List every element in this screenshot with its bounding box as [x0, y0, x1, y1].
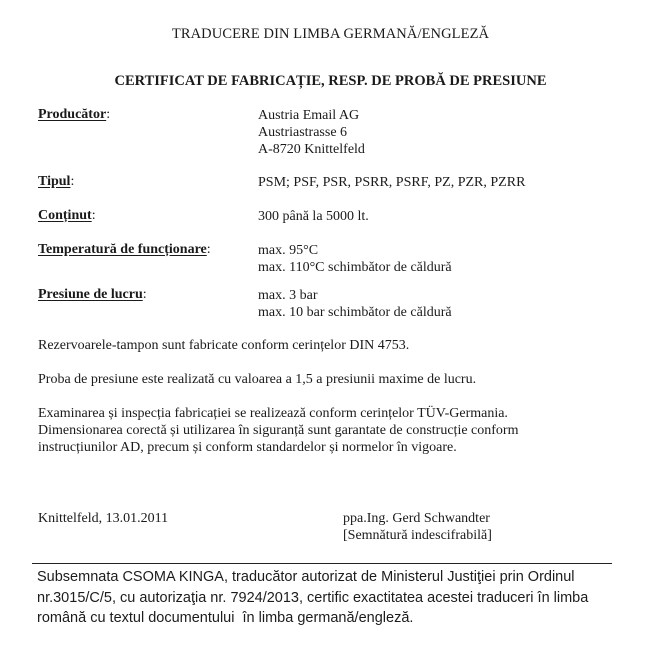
document-title: TRADUCERE DIN LIMBA GERMANĂ/ENGLEZĂ — [171, 26, 490, 42]
statement-line: Subsemnata CSOMA KINGA, traducător autorizat de Ministerul Justiţiei prin Ordinul — [37, 569, 575, 585]
signatory-name: ppa.Ing. Gerd Schwandter — [343, 511, 490, 526]
paragraph-din-standard — [38, 337, 409, 354]
paragraph-inspection — [38, 405, 518, 456]
label-text: Conținut — [38, 208, 92, 223]
paragraph-line: Dimensionarea corectă și utilizarea în siguranță sunt garantate de construcție conform — [38, 423, 519, 438]
colon: : — [91, 208, 96, 223]
label-text: Temperatură de funcționare — [38, 242, 207, 257]
field-label-content — [38, 208, 96, 224]
value-line: max. 95°C — [258, 243, 319, 258]
value-line: max. 3 bar — [258, 288, 318, 303]
statement-line: română cu textul documentului în limba germană/engleză. — [37, 610, 414, 626]
field-label-producer — [38, 107, 110, 123]
paragraph-line: Proba de presiune este realizată cu valoarea a 1,5 a presiunii maxime de lucru. — [38, 372, 477, 387]
value-line: 300 până la 5000 lt. — [258, 209, 369, 224]
colon: : — [142, 287, 147, 302]
field-value-producer — [258, 107, 365, 158]
field-label-pressure — [38, 287, 147, 303]
field-value-type — [258, 174, 525, 191]
certificate-heading: CERTIFICAT DE FABRICAȚIE, RESP. DE PROBĂ DE PRESIUNE — [114, 73, 547, 89]
place-date: Knittelfeld, 13.01.2011 — [38, 511, 169, 526]
label-text: Producător — [38, 107, 107, 122]
colon: : — [106, 107, 111, 122]
translator-statement — [37, 567, 588, 629]
field-label-type — [38, 174, 74, 190]
value-line: Austriastrasse 6 — [258, 125, 348, 140]
paragraph-line: Examinarea și inspecția fabricației se realizează conform cerințelor TÜV-Germania. — [38, 406, 508, 421]
value-line: max. 10 bar schimbător de căldură — [258, 305, 452, 320]
paragraph-line: Rezervoarele-tampon sunt fabricate conform cerințelor DIN 4753. — [38, 338, 410, 353]
field-value-pressure — [258, 287, 452, 321]
paragraph-line: instrucțiunilor AD, precum și conform standardelor și normelor în vigoare. — [38, 440, 457, 455]
statement-line: nr.3015/C/5, cu autorizaţia nr. 7924/2013, certific exactitatea acestei traduceri în limba — [37, 589, 589, 606]
signatory-block — [343, 510, 492, 544]
value-line: max. 110°C schimbător de căldură — [258, 260, 452, 275]
divider-line — [32, 563, 612, 564]
paragraph-pressure-test — [38, 371, 476, 388]
label-text: Tipul — [38, 174, 71, 189]
colon: : — [70, 174, 75, 189]
value-line: A-8720 Knittelfeld — [258, 142, 365, 157]
value-line: Austria Email AG — [258, 108, 360, 123]
colon: : — [206, 242, 211, 257]
field-value-content — [258, 208, 369, 225]
field-label-temperature — [38, 242, 211, 258]
field-value-temperature — [258, 242, 452, 276]
value-line: PSM; PSF, PSR, PSRR, PSRF, PZ, PZR, PZRR — [258, 175, 526, 190]
label-text: Presiune de lucru — [38, 287, 143, 302]
signature-note: [Semnătură indescifrabilă] — [343, 528, 492, 543]
